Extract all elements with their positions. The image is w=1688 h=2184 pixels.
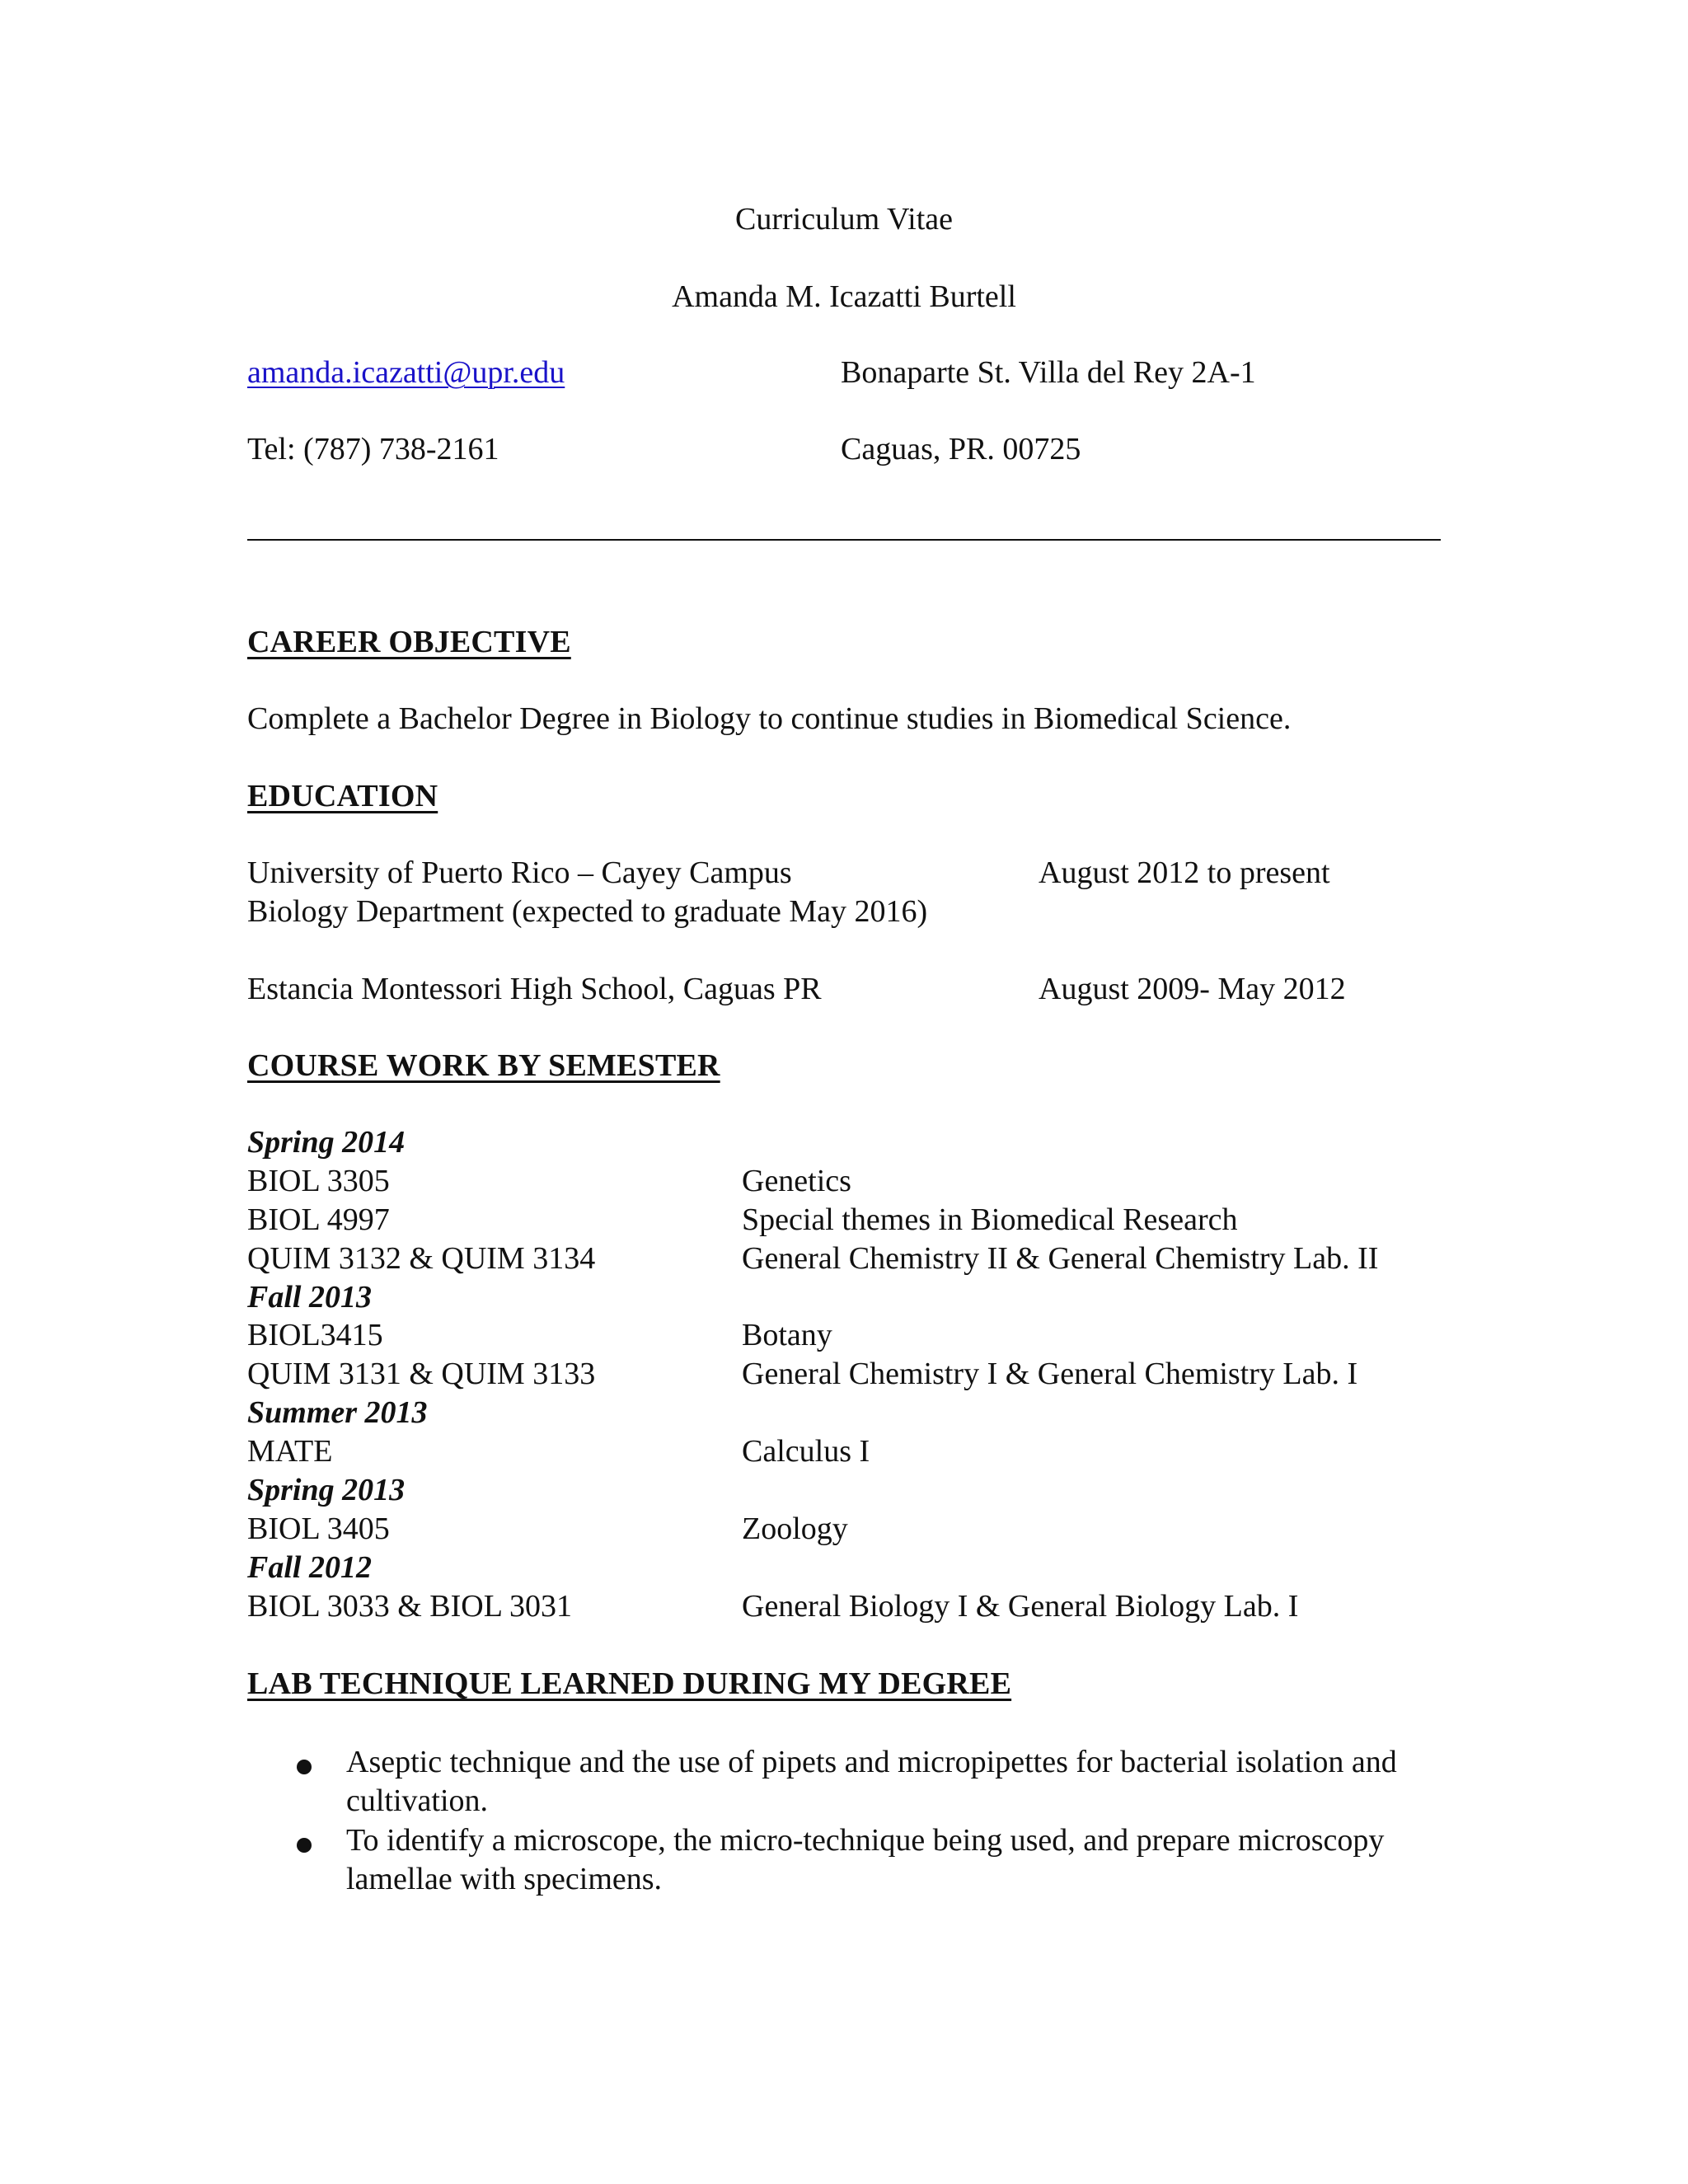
course-code: MATE xyxy=(247,1434,333,1469)
semester-label: Spring 2014 xyxy=(247,1125,406,1160)
semester-label: Summer 2013 xyxy=(247,1395,428,1430)
education-dates: August 2012 to present xyxy=(1039,855,1330,890)
education-detail: Biology Department (expected to graduate May 2016) xyxy=(247,894,928,929)
course-code: BIOL 4997 xyxy=(247,1202,390,1237)
semester-label: Spring 2013 xyxy=(247,1473,406,1507)
course-name: Calculus I xyxy=(742,1434,870,1469)
lab-technique-item: Aseptic technique and the use of pipets and micropipettes for bacterial isolation and cultivation. xyxy=(346,1745,1397,1818)
phone-number: Tel: (787) 738-2161 xyxy=(247,432,499,466)
bullet-icon xyxy=(297,1838,312,1853)
header-divider xyxy=(247,539,1441,541)
education-school: Estancia Montessori High School, Caguas PR xyxy=(247,972,822,1006)
bullet-icon xyxy=(297,1760,312,1774)
course-name: Special themes in Biomedical Research xyxy=(742,1202,1238,1237)
education-dates: August 2009- May 2012 xyxy=(1039,972,1346,1006)
career-objective-heading: CAREER OBJECTIVE xyxy=(247,625,571,659)
course-code: QUIM 3131 & QUIM 3133 xyxy=(247,1357,596,1391)
semester-label: Fall 2013 xyxy=(247,1280,372,1315)
semester-label: Fall 2012 xyxy=(247,1550,372,1585)
course-name: Zoology xyxy=(742,1511,848,1546)
course-name: General Chemistry I & General Chemistry Lab. I xyxy=(742,1357,1358,1391)
course-name: Genetics xyxy=(742,1164,851,1198)
course-code: BIOL 3033 & BIOL 3031 xyxy=(247,1589,573,1624)
document-title: Curriculum Vitae xyxy=(734,202,953,237)
coursework-heading: COURSE WORK BY SEMESTER xyxy=(247,1048,720,1083)
course-name: General Chemistry II & General Chemistry Lab. II xyxy=(742,1241,1379,1276)
course-code: BIOL3415 xyxy=(247,1318,383,1352)
lab-technique-heading: LAB TECHNIQUE LEARNED DURING MY DEGREE xyxy=(247,1666,1012,1701)
course-name: Botany xyxy=(742,1318,832,1352)
course-name: General Biology I & General Biology Lab. I xyxy=(742,1589,1299,1624)
course-code: BIOL 3405 xyxy=(247,1511,390,1546)
education-school: University of Puerto Rico – Cayey Campus xyxy=(247,855,792,890)
career-objective-text: Complete a Bachelor Degree in Biology to continue studies in Biomedical Science. xyxy=(247,701,1292,736)
education-heading: EDUCATION xyxy=(247,779,438,813)
course-code: BIOL 3305 xyxy=(247,1164,390,1198)
lab-technique-item: To identify a microscope, the micro-technique being used, and prepare microscopy lamellae with specimens. xyxy=(346,1823,1385,1896)
course-code: QUIM 3132 & QUIM 3134 xyxy=(247,1241,596,1276)
email-link[interactable]: amanda.icazatti@upr.edu xyxy=(247,355,565,390)
person-name: Amanda M. Icazatti Burtell xyxy=(672,279,1016,314)
address-line-1: Bonaparte St. Villa del Rey 2A-1 xyxy=(841,355,1256,390)
address-line-2: Caguas, PR. 00725 xyxy=(841,432,1081,466)
